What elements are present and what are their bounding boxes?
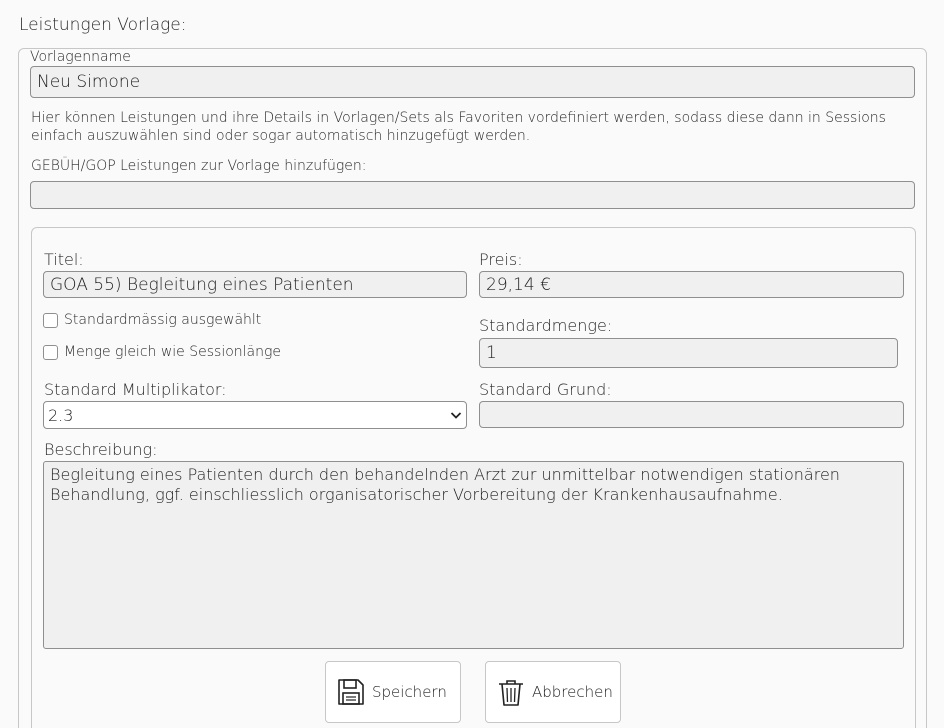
page-heading: Leistungen Vorlage: <box>19 15 187 35</box>
price-input[interactable]: 29,14 € <box>479 271 904 298</box>
add-service-input[interactable] <box>30 181 915 209</box>
save-button-label: Speichern <box>372 683 447 701</box>
reason-label: Standard Grund: <box>479 380 612 399</box>
qty-as-session-row[interactable] <box>43 344 281 360</box>
description-label: Beschreibung: <box>44 440 158 459</box>
default-selected-checkbox[interactable] <box>43 313 58 328</box>
qty-as-session-checkbox[interactable] <box>43 345 58 360</box>
cancel-button[interactable] <box>485 661 621 723</box>
chevron-down-icon <box>450 409 462 421</box>
multiplier-label: Standard Multiplikator: <box>44 380 227 399</box>
template-panel <box>18 48 927 728</box>
title-input[interactable]: GOA 55) Begleitung eines Patienten <box>43 271 467 298</box>
title-label: Titel: <box>44 250 84 269</box>
add-service-label: GEBÜH/GOP Leistungen zur Vorlage hinzufügen: <box>31 158 367 174</box>
cancel-button-label: Abbrechen <box>532 683 613 701</box>
multiplier-select[interactable] <box>43 401 467 429</box>
template-name-input[interactable]: Neu Simone <box>30 66 915 98</box>
save-button[interactable] <box>325 661 461 723</box>
reason-input[interactable] <box>479 401 904 428</box>
multiplier-value: 2.3 <box>48 405 74 425</box>
service-detail-panel <box>31 227 916 728</box>
qty-as-session-label: Menge gleich wie Sessionlänge <box>64 344 282 360</box>
template-name-label: Vorlagenname <box>30 49 131 65</box>
default-selected-row[interactable] <box>43 312 261 328</box>
help-text: Hier können Leistungen und ihre Details in Vorlagen/Sets als Favoriten vordefiniert werden, sodass diese dann in Sessions einfach auszuwählen sind oder sogar automatisch hinzugefügt werden. <box>31 110 886 144</box>
default-selected-label: Standardmässig ausgewählt <box>64 312 262 328</box>
default-qty-input[interactable]: 1 <box>479 338 898 368</box>
default-qty-label: Standardmenge: <box>479 316 613 335</box>
price-label: Preis: <box>479 250 523 269</box>
description-textarea[interactable]: Begleitung eines Patienten durch den behandelnden Arzt zur unmittelbar notwendigen stationären Behandlung, ggf. einschliesslich organisatorischer Vorbereitung der Krankenhausaufnahme. <box>43 461 904 649</box>
floppy-disk-icon <box>336 677 366 707</box>
trash-icon <box>496 677 526 707</box>
